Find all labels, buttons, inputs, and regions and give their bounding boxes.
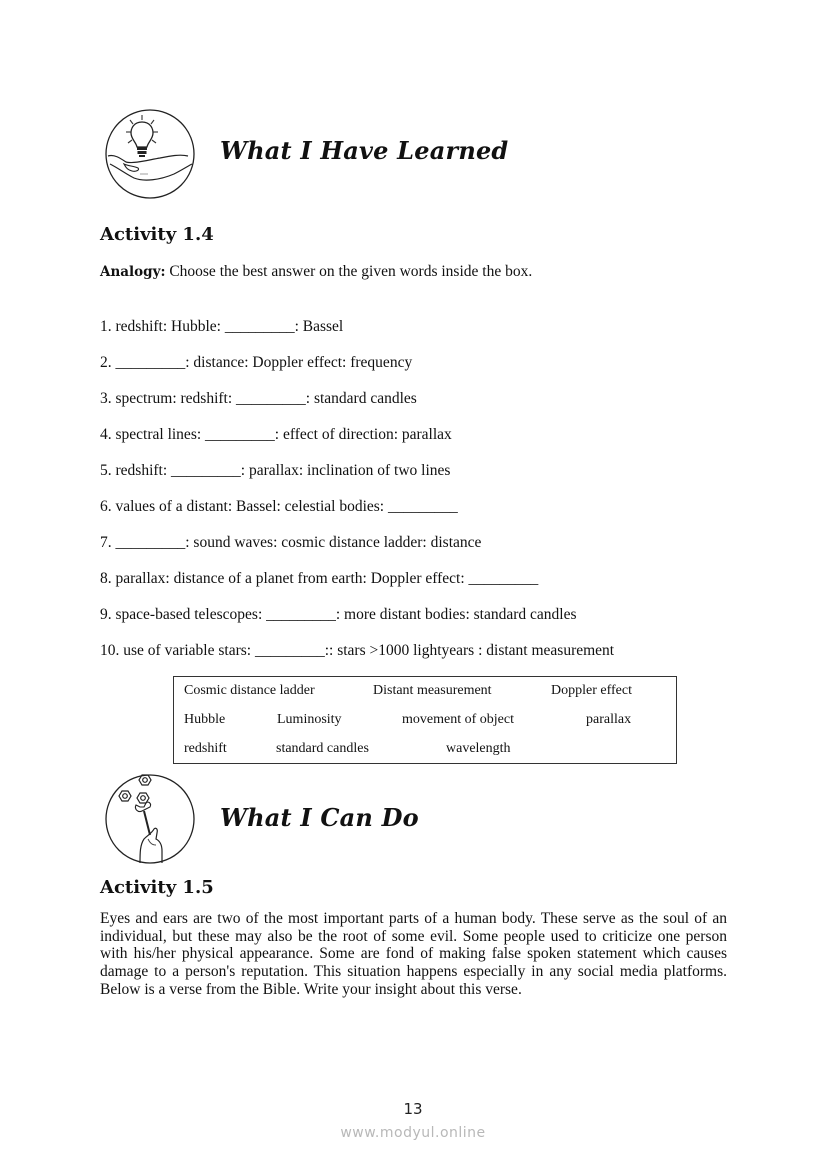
word-choice: Hubble bbox=[184, 712, 226, 727]
instruction-text: Choose the best answer on the given words inside the box. bbox=[165, 263, 533, 280]
analogy-item-5: 5. redshift: _________: parallax: inclination of two lines bbox=[100, 462, 451, 479]
analogy-item-2: 2. _________: distance: Doppler effect: frequency bbox=[100, 354, 413, 371]
word-choice: Luminosity bbox=[277, 712, 342, 727]
analogy-item-4: 4. spectral lines: _________: effect of direction: parallax bbox=[100, 426, 452, 443]
word-choice: standard candles bbox=[276, 741, 369, 756]
analogy-item-6: 6. values of a distant: Bassel: celestial bodies: _________ bbox=[100, 498, 458, 515]
word-choice: wavelength bbox=[446, 741, 511, 756]
activity-1-4-instruction bbox=[100, 263, 532, 281]
analogy-item-9: 9. space-based telescopes: _________: more distant bodies: standard candles bbox=[100, 606, 577, 623]
activity-1-5-paragraph: Eyes and ears are two of the most important parts of a human body. These serve as the soul of an individual, but these may also be the root of some evil. Some people used to criticize one person with his/her physical appearance. Some are fond of making false spoken statement which causes damage to a person's reputation. This situation happens especially in any social media platforms. Below is a verse from the Bible. Write your insight about this verse. bbox=[100, 910, 727, 998]
watermark: www.modyul.online bbox=[340, 1125, 486, 1141]
analogy-item-1: 1. redshift: Hubble: _________: Bassel bbox=[100, 318, 344, 335]
word-choice: Cosmic distance ladder bbox=[184, 683, 315, 698]
analogy-item-7: 7. _________: sound waves: cosmic distance ladder: distance bbox=[100, 534, 482, 551]
word-choice: Doppler effect bbox=[551, 683, 632, 698]
word-choice-box bbox=[173, 676, 677, 764]
page-number: 13 bbox=[403, 1100, 423, 1118]
word-choice: parallax bbox=[586, 712, 632, 727]
activity-1-5-title: Activity 1.5 bbox=[100, 877, 214, 898]
section-title-what-i-have-learned: What I Have Learned bbox=[220, 136, 509, 165]
word-choice: redshift bbox=[184, 741, 227, 756]
section-title-what-i-can-do: What I Can Do bbox=[220, 803, 419, 832]
activity-1-4-title: Activity 1.4 bbox=[100, 224, 214, 245]
analogy-item-3: 3. spectrum: redshift: _________: standard candles bbox=[100, 390, 417, 407]
lightbulb-in-hand-icon bbox=[104, 108, 196, 200]
analogy-item-8: 8. parallax: distance of a planet from earth: Doppler effect: _________ bbox=[100, 570, 539, 587]
analogy-item-10: 10. use of variable stars: _________:: stars >1000 lightyears : distant measurement bbox=[100, 642, 615, 659]
hand-with-wrench-and-nuts-icon bbox=[104, 773, 196, 865]
word-choice: movement of object bbox=[402, 712, 514, 727]
word-choice: Distant measurement bbox=[373, 683, 492, 698]
instruction-label: Analogy: bbox=[100, 264, 166, 280]
